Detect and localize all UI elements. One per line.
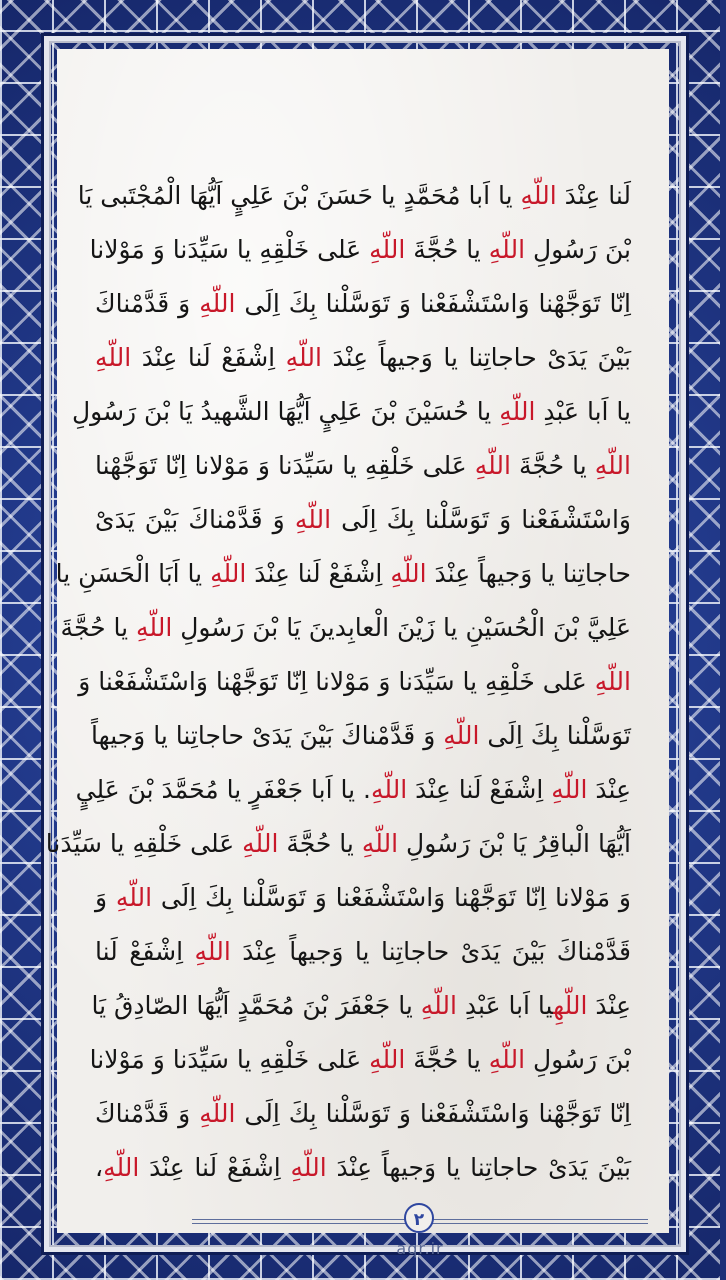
divine-name-text: اللّهِ [194,937,231,966]
prayer-text-segment: اِشْفَعْ لَنا عِنْدَ [246,559,391,588]
prayer-text-segment: اَيُّهَا الْباقِرُ يَا بْنَ رَسُولِ [398,829,631,858]
divine-name-text: اللّهِ [294,505,332,534]
divine-name-text: اللّهِ [361,829,399,858]
divine-name-text: اللّهِ [370,775,408,804]
divine-name-text: اللّهِ [290,1153,327,1182]
prayer-line [95,1141,631,1195]
prayer-text-segment: يا حُجَّةَ [405,1045,489,1074]
divine-name-text: اللّهِ [474,451,511,480]
prayer-text-segment: اِشْفَعْ لَنا [95,937,195,966]
divine-name-text: اللّهِ [103,1153,140,1182]
page-paper [45,49,669,1258]
divine-name-text: اللّهِ [488,1045,526,1074]
divine-name-text: اللّهِ [95,343,132,372]
prayer-text-segment: قَدَّمْناكَ بَيْنَ يَدَیْ حاجاتِنا يا وَجيهاً عِنْدَ [230,937,631,966]
prayer-line [75,763,631,817]
prayer-text-segment: ، [95,1153,104,1182]
prayer-text-segment: عَلى خَلْقِهِ يا سَيِّدَنا وَ مَوْلانا [89,1045,370,1074]
prayer-text-segment: يا اَبا مُحَمَّدٍ يا حَسَنَ بْنَ عَلِيٍ اَيُّهَا الْمُجْتَبى يَا [77,181,521,210]
prayer-text-segment: عَلى خَلْقِهِ يا سَيِّدَنا وَ مَوْلانا اِنّا تَوَجَّهْنا [95,451,475,480]
prayer-line [78,655,631,709]
prayer-text-segment: بْنَ رَسُولِ [525,1045,631,1074]
prayer-line [91,979,631,1033]
divine-name-text: اللّهِ [199,1099,236,1128]
prayer-text-segment: حاجاتِنا يا وَجيهاً عِنْدَ [426,559,631,588]
prayer-text-segment: وَ قَدَّمْناكَ بَيْنَ يَدَیْ حاجاتِنا يا وَجيهاً [91,721,444,750]
prayer-line [77,169,631,223]
divine-name-text: اللّهِ [553,991,588,1020]
prayer-text-segment: عَلِيَّ بْنَ الْحُسَيْنِ يا زَيْنَ الْعابِدينَ يَا بْنَ رَسُولِ [172,613,631,642]
footer-rule-left [192,1219,414,1224]
prayer-text-segment: يا حُسَيْنَ بْنَ عَلِيٍ اَيُّهَا الشَّهيدُ يَا بْنَ رَسُولِ [72,397,500,426]
prayer-text [45,169,631,1195]
prayer-text-segment: وَ [95,883,116,912]
prayer-text-segment: تَوَسَّلْنا بِكَ اِلَى [479,721,631,750]
prayer-text-segment: يا اَبَا الْحَسَنِ يا [55,559,211,588]
prayer-line [60,601,631,655]
prayer-text-segment: يا حُجَّةَ [405,235,489,264]
prayer-line [55,547,631,601]
footer-rule-right [426,1219,648,1224]
page-number-badge: ۲ [404,1203,434,1233]
prayer-text-segment: وَ قَدَّمْناكَ بَيْنَ يَدَیْ [95,505,295,534]
prayer-line [95,331,631,385]
prayer-text-segment: اِشْفَعْ لَنا عِنْدَ [131,343,286,372]
divine-name-text: اللّهِ [594,451,631,480]
divine-name-text: اللّهِ [369,1045,406,1074]
prayer-text-segment: وَ قَدَّمْناكَ [95,1099,200,1128]
prayer-line [95,493,631,547]
prayer-text-segment: بْنَ رَسُولِ [525,235,631,264]
divine-name-text: اللّهِ [285,343,322,372]
prayer-line [89,223,631,277]
divine-name-text: اللّهِ [443,721,480,750]
prayer-line [95,925,631,979]
prayer-line [89,1033,631,1087]
prayer-text-segment: عِنْدَ [587,991,631,1020]
prayer-text-segment: عِنْدَ [587,775,631,804]
prayer-text-segment: عَلى خَلْقِهِ يا سَيِّدَنا وَ مَوْلانا [89,235,370,264]
prayer-text-segment: وَاسْتَشْفَعْنا وَ تَوَسَّلْنا بِكَ اِلَى [331,505,631,534]
prayer-line [95,1087,631,1141]
prayer-text-segment: وَ مَوْلانا اِنّا تَوَجَّهْنا وَاسْتَشْفَعْنا وَ تَوَسَّلْنا بِكَ اِلَى [152,883,631,912]
divine-name-text: اللّهِ [520,181,557,210]
prayer-text-segment: لَنا عِنْدَ [556,181,631,210]
divine-name-text: اللّهِ [369,235,406,264]
prayer-text-segment: يا جَعْفَرَ بْنَ مُحَمَّدٍ اَيُّهَا الصّادِقُ يَا [91,991,421,1020]
divine-name-text: اللّهِ [420,991,457,1020]
prayer-text-segment: يا حُجَّةَ [511,451,595,480]
divine-name-text: اللّهِ [390,559,427,588]
page-footer [114,1197,726,1257]
prayer-text-segment: يا حُجَّةَ [278,829,362,858]
divine-name-text: اللّهِ [136,613,173,642]
divine-name-text: اللّهِ [551,775,588,804]
prayer-text-segment: يا حُجَّةَ [60,613,137,642]
prayer-text-segment: وَ قَدَّمْناكَ [95,289,200,318]
prayer-line [45,817,631,871]
prayer-text-segment: اِنّا تَوَجَّهْنا وَاسْتَشْفَعْنا وَ تَوَسَّلْنا بِكَ اِلَى [235,1099,631,1128]
prayer-line [72,385,631,439]
prayer-line [91,709,631,763]
prayer-text-segment: يا اَبا عَبْدِ [456,991,554,1020]
prayer-text-segment: عَلى خَلْقِهِ يا سَيِّدَنا وَ مَوْلانا اِنّا تَوَجَّهْنا وَاسْتَشْفَعْنا وَ [78,667,595,696]
prayer-text-segment: اِشْفَعْ لَنا عِنْدَ [139,1153,291,1182]
prayer-text-segment: بَيْنَ يَدَیْ حاجاتِنا يا وَجيهاً عِنْدَ [326,1153,631,1182]
site-url: aqr.ir [396,1239,444,1258]
prayer-text-segment: اِشْفَعْ لَنا عِنْدَ [407,775,552,804]
prayer-text-segment: يا اَبا عَبْدِ [535,397,631,426]
prayer-text-segment: بَيْنَ يَدَیْ حاجاتِنا يا وَجيهاً عِنْدَ [321,343,631,372]
prayer-line [95,871,631,925]
divine-name-text: اللّهِ [488,235,526,264]
prayer-text-segment: . يا اَبا جَعْفَرٍ يا مُحَمَّدَ بْنَ عَلِيٍ [75,775,371,804]
prayer-text-segment: عَلى خَلْقِهِ يا سَيِّدَنا [45,829,243,858]
prayer-text-segment: اِنّا تَوَجَّهْنا وَاسْتَشْفَعْنا وَ تَوَسَّلْنا بِكَ اِلَى [235,289,631,318]
divine-name-text: اللّهِ [199,289,236,318]
divine-name-text: اللّهِ [242,829,279,858]
divine-name-text: اللّهِ [594,667,631,696]
prayer-line [95,439,631,493]
divine-name-text: اللّهِ [115,883,153,912]
prayer-line [95,277,631,331]
divine-name-text: اللّهِ [210,559,247,588]
divine-name-text: اللّهِ [499,397,536,426]
